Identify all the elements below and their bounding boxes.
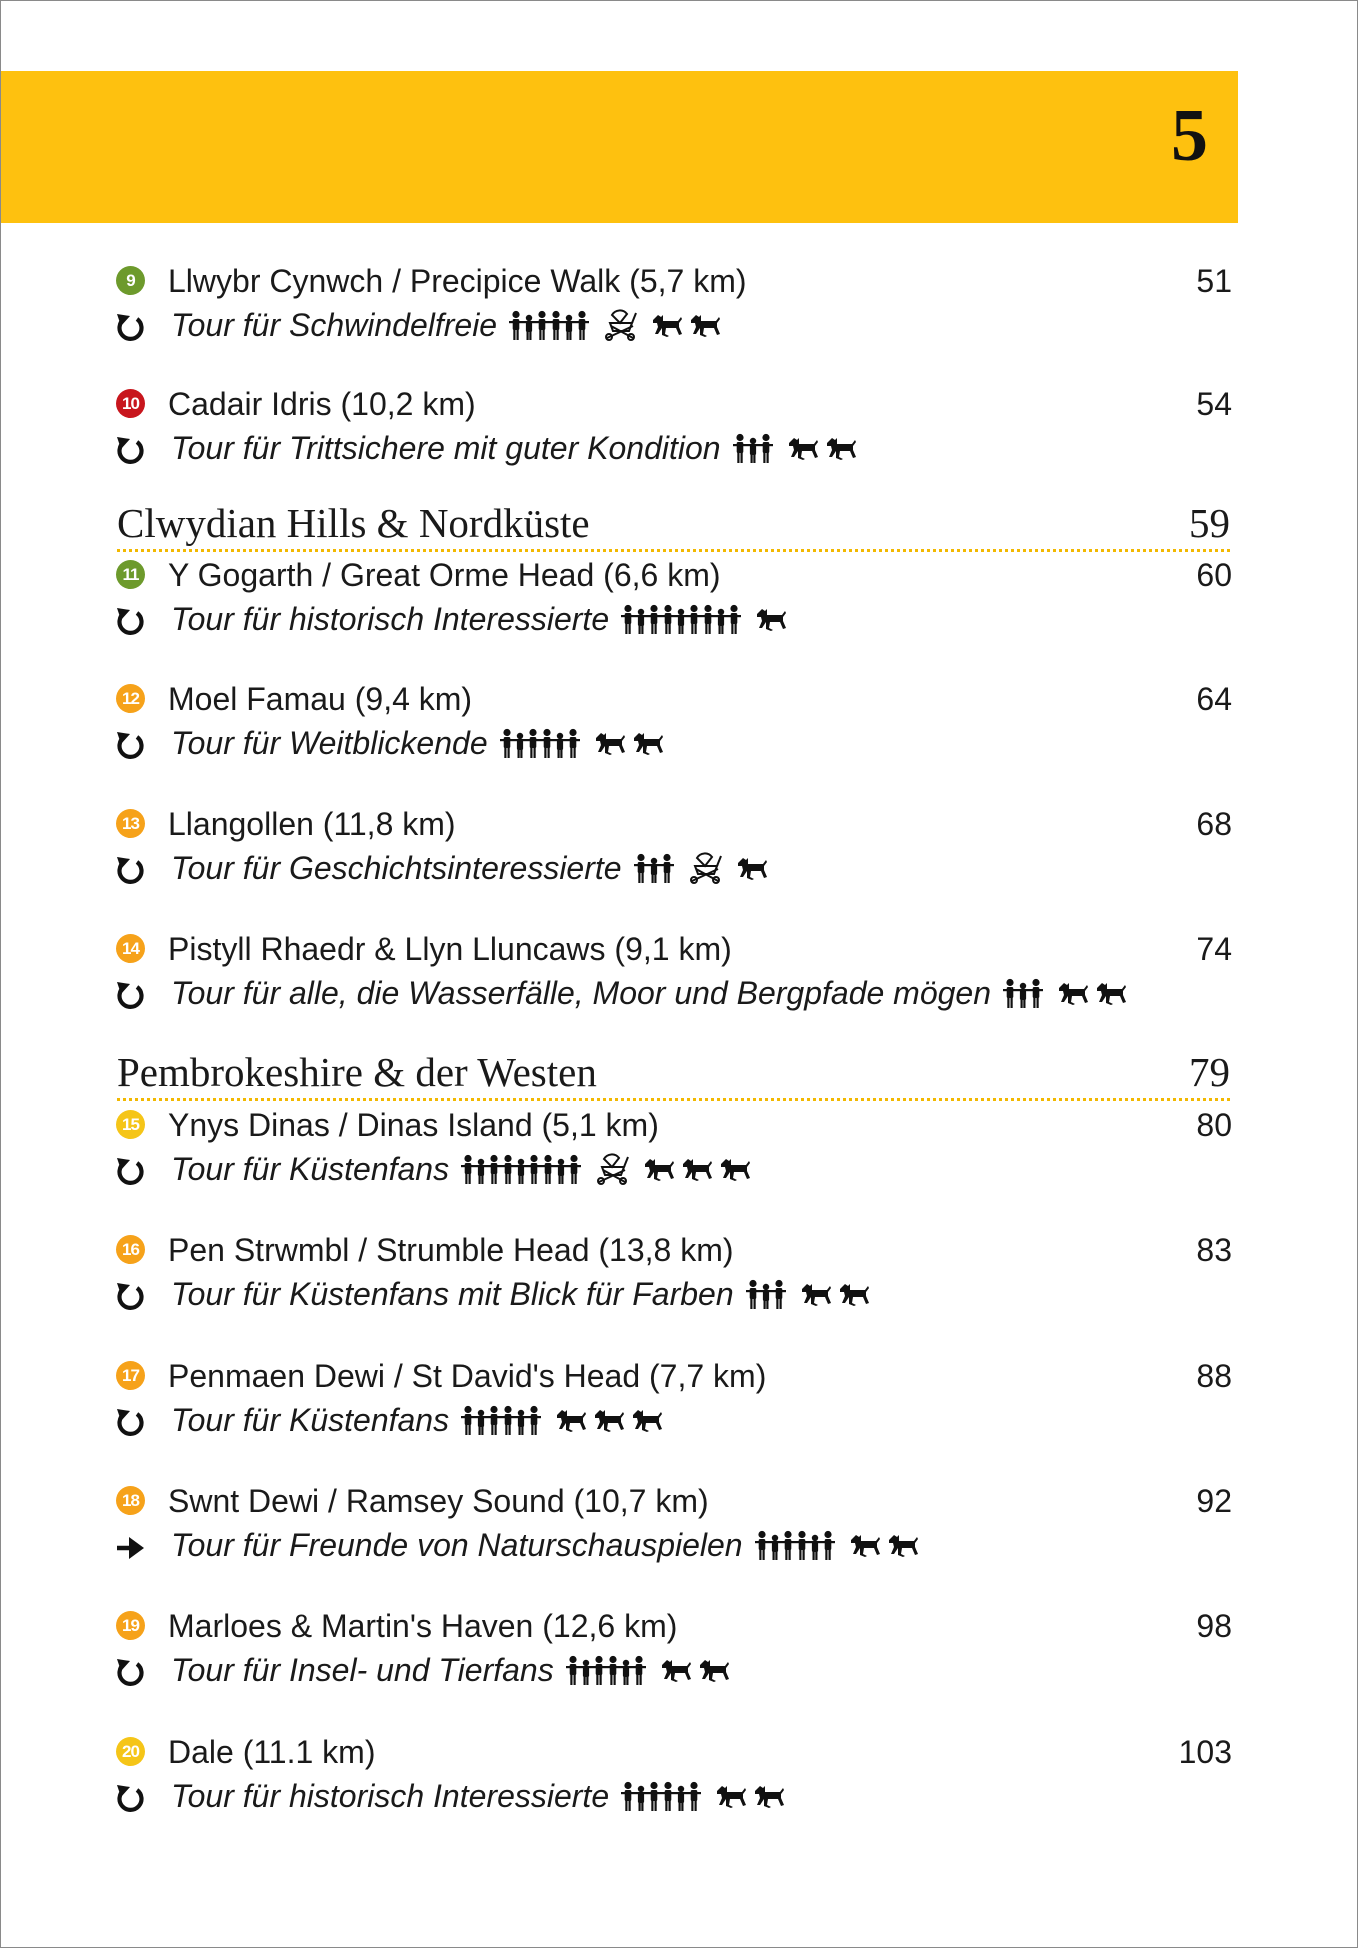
toc-entry[interactable] xyxy=(115,383,1232,473)
entry-title[interactable]: Pen Strwmbl / Strumble Head (13,8 km) xyxy=(168,1232,734,1268)
tour-number-badge: 9 xyxy=(116,266,145,295)
family-icon xyxy=(540,728,580,758)
toc-entry[interactable] xyxy=(115,554,1232,644)
family-icon xyxy=(795,1530,835,1560)
tour-row xyxy=(171,972,1127,1014)
tour-number-badge: 11 xyxy=(116,560,145,589)
dog-icon xyxy=(838,1281,870,1307)
difficulty-rating xyxy=(461,1154,581,1184)
entry-page-number: 68 xyxy=(1196,806,1232,842)
entry-tour-line xyxy=(115,1399,1232,1441)
entry-tour-line xyxy=(115,1649,1232,1691)
difficulty-rating xyxy=(733,433,773,463)
entry-heading-line xyxy=(115,383,1232,425)
family-icon xyxy=(461,1154,501,1184)
toc-entry[interactable] xyxy=(115,260,1232,350)
dog-rating xyxy=(800,1281,870,1307)
section-title: Clwydian Hills & Nordküste xyxy=(117,500,590,546)
tour-description: Tour für alle, die Wasserfälle, Moor und Bergpfade mögen xyxy=(171,975,992,1011)
entry-heading-line xyxy=(115,678,1232,720)
dog-icon xyxy=(689,312,721,338)
entry-page-number: 60 xyxy=(1196,557,1232,593)
entry-title[interactable]: Moel Famau (9,4 km) xyxy=(168,681,473,717)
loop-arrow-icon xyxy=(115,1155,147,1185)
loop-arrow-icon xyxy=(115,605,147,635)
dog-icon xyxy=(800,1281,832,1307)
entry-title[interactable]: Pistyll Rhaedr & Llyn Lluncaws (9,1 km) xyxy=(168,931,732,967)
entry-title[interactable]: Marloes & Martin's Haven (12,6 km) xyxy=(168,1608,678,1644)
tour-row xyxy=(171,1775,785,1817)
entry-page-number: 83 xyxy=(1196,1232,1232,1268)
tour-row xyxy=(171,427,857,469)
tour-description: Tour für historisch Interessierte xyxy=(171,1778,610,1814)
entry-tour-line xyxy=(115,598,1232,640)
straight-arrow-icon xyxy=(115,1531,147,1561)
entry-title[interactable]: Penmaen Dewi / St David's Head (7,7 km) xyxy=(168,1358,767,1394)
tour-description: Tour für Küstenfans xyxy=(171,1151,450,1187)
difficulty-rating xyxy=(1003,978,1043,1008)
entry-page-number: 92 xyxy=(1196,1483,1232,1519)
entry-tour-line xyxy=(115,1273,1232,1315)
dog-icon xyxy=(715,1783,747,1809)
dog-icon xyxy=(887,1532,919,1558)
difficulty-rating xyxy=(509,310,589,340)
family-icon xyxy=(549,310,589,340)
entry-heading-line xyxy=(115,260,1232,302)
difficulty-rating xyxy=(755,1530,835,1560)
toc-entry[interactable] xyxy=(115,1480,1232,1570)
dog-icon xyxy=(594,730,626,756)
tour-number-badge: 13 xyxy=(116,809,145,838)
dog-icon xyxy=(681,1156,713,1182)
dog-rating xyxy=(787,435,857,461)
pram-icon xyxy=(595,1153,629,1185)
tour-row xyxy=(171,1524,919,1566)
section-page-number: 79 xyxy=(1189,1049,1230,1095)
entry-title[interactable]: Dale (11.1 km) xyxy=(168,1734,376,1770)
family-icon xyxy=(733,433,773,463)
entry-tour-line xyxy=(115,1524,1232,1566)
tour-description: Tour für historisch Interessierte xyxy=(171,601,610,637)
entry-title[interactable]: Swnt Dewi / Ramsey Sound (10,7 km) xyxy=(168,1483,709,1519)
tour-row xyxy=(171,304,721,346)
tour-number-badge: 17 xyxy=(116,1361,145,1390)
family-icon xyxy=(501,1154,541,1184)
tour-row xyxy=(171,1399,663,1441)
tour-description: Tour für Küstenfans mit Blick für Farben xyxy=(171,1276,734,1312)
dog-rating xyxy=(715,1783,785,1809)
entry-heading-line xyxy=(115,1605,1232,1647)
entry-title[interactable]: Y Gogarth / Great Orme Head (6,6 km) xyxy=(168,557,721,593)
tour-row xyxy=(171,722,664,764)
entry-title[interactable]: Llangollen (11,8 km) xyxy=(168,806,456,842)
toc-entry[interactable] xyxy=(115,1229,1232,1319)
difficulty-rating xyxy=(566,1655,646,1685)
loop-arrow-icon xyxy=(115,979,147,1009)
dog-icon xyxy=(755,606,787,632)
entry-heading-line xyxy=(115,1731,1232,1773)
dog-icon xyxy=(651,312,683,338)
tour-description: Tour für Weitblickende xyxy=(171,725,488,761)
difficulty-rating xyxy=(746,1279,786,1309)
family-icon xyxy=(634,853,674,883)
entry-page-number: 98 xyxy=(1196,1608,1232,1644)
tour-number-badge: 20 xyxy=(116,1737,145,1766)
dog-icon xyxy=(631,1407,663,1433)
family-icon xyxy=(701,604,741,634)
entry-heading-line xyxy=(115,1104,1232,1146)
tour-number-badge: 18 xyxy=(116,1486,145,1515)
tour-row xyxy=(171,1649,730,1691)
tour-description: Tour für Küstenfans xyxy=(171,1402,450,1438)
dog-icon xyxy=(787,435,819,461)
dog-icon xyxy=(555,1407,587,1433)
dog-rating xyxy=(594,730,664,756)
difficulty-rating xyxy=(634,853,674,883)
section-heading[interactable] xyxy=(117,1046,1230,1101)
dog-rating xyxy=(736,855,768,881)
family-icon xyxy=(566,1655,606,1685)
family-icon xyxy=(1003,978,1043,1008)
family-icon xyxy=(661,1781,701,1811)
family-icon xyxy=(606,1655,646,1685)
page-number: 5 xyxy=(1171,95,1208,177)
family-icon xyxy=(500,728,540,758)
entry-tour-line xyxy=(115,972,1232,1014)
loop-arrow-icon xyxy=(115,1280,147,1310)
family-icon xyxy=(661,604,701,634)
entry-tour-line xyxy=(115,1148,1232,1190)
toc-entry[interactable] xyxy=(115,1355,1232,1445)
dog-icon xyxy=(660,1657,692,1683)
loop-arrow-icon xyxy=(115,1406,147,1436)
dog-rating xyxy=(651,312,721,338)
dog-icon xyxy=(632,730,664,756)
dog-icon xyxy=(593,1407,625,1433)
entry-page-number: 103 xyxy=(1178,1734,1232,1770)
section-heading[interactable] xyxy=(117,497,1230,552)
family-icon xyxy=(755,1530,795,1560)
tour-row xyxy=(171,598,787,640)
dog-rating xyxy=(555,1407,663,1433)
dog-icon xyxy=(1057,980,1089,1006)
family-icon xyxy=(621,1781,661,1811)
entry-title[interactable]: Cadair Idris (10,2 km) xyxy=(168,386,476,422)
dog-rating xyxy=(755,606,787,632)
dog-rating xyxy=(660,1657,730,1683)
family-icon xyxy=(509,310,549,340)
pram-icon xyxy=(688,852,722,884)
tour-row xyxy=(171,1273,870,1315)
family-icon xyxy=(501,1405,541,1435)
entry-heading-line xyxy=(115,928,1232,970)
difficulty-rating xyxy=(500,728,580,758)
entry-tour-line xyxy=(115,1775,1232,1817)
dog-icon xyxy=(1095,980,1127,1006)
tour-row xyxy=(171,847,768,889)
tour-number-badge: 16 xyxy=(116,1235,145,1264)
entry-page-number: 54 xyxy=(1196,386,1232,422)
toc-entry[interactable] xyxy=(115,1731,1232,1821)
dog-icon xyxy=(849,1532,881,1558)
tour-description: Tour für Insel- und Tierfans xyxy=(171,1652,554,1688)
difficulty-rating xyxy=(461,1405,541,1435)
entry-heading-line xyxy=(115,554,1232,596)
section-page-number: 59 xyxy=(1189,500,1230,546)
dog-icon xyxy=(698,1657,730,1683)
tour-number-badge: 14 xyxy=(116,934,145,963)
tour-number-badge: 12 xyxy=(116,684,145,713)
dog-rating xyxy=(1057,980,1127,1006)
entry-tour-line xyxy=(115,427,1232,469)
dog-rating xyxy=(643,1156,751,1182)
dog-icon xyxy=(643,1156,675,1182)
entry-page-number: 88 xyxy=(1196,1358,1232,1394)
tour-description: Tour für Geschichtsinteressierte xyxy=(171,850,622,886)
toc-entry[interactable] xyxy=(115,1104,1232,1194)
loop-arrow-icon xyxy=(115,311,147,341)
entry-page-number: 64 xyxy=(1196,681,1232,717)
entry-title[interactable]: Llwybr Cynwch / Precipice Walk (5,7 km) xyxy=(168,263,747,299)
family-icon xyxy=(746,1279,786,1309)
tour-number-badge: 19 xyxy=(116,1611,145,1640)
dog-icon xyxy=(736,855,768,881)
entry-heading-line xyxy=(115,1229,1232,1271)
family-icon xyxy=(621,604,661,634)
loop-arrow-icon xyxy=(115,1656,147,1686)
toc-entry[interactable] xyxy=(115,803,1232,893)
entry-heading-line xyxy=(115,1480,1232,1522)
difficulty-rating xyxy=(621,604,741,634)
entry-heading-line xyxy=(115,1355,1232,1397)
entry-page-number: 74 xyxy=(1196,931,1232,967)
entry-tour-line xyxy=(115,304,1232,346)
tour-number-badge: 15 xyxy=(116,1110,145,1139)
tour-description: Tour für Schwindelfreie xyxy=(171,307,498,343)
tour-number-badge: 10 xyxy=(116,389,145,418)
entry-title[interactable]: Ynys Dinas / Dinas Island (5,1 km) xyxy=(168,1107,659,1143)
entry-tour-line xyxy=(115,847,1232,889)
tour-description: Tour für Trittsichere mit guter Kondition xyxy=(171,430,721,466)
loop-arrow-icon xyxy=(115,434,147,464)
dog-icon xyxy=(753,1783,785,1809)
tour-row xyxy=(171,1148,751,1190)
loop-arrow-icon xyxy=(115,729,147,759)
tour-description: Tour für Freunde von Naturschauspielen xyxy=(171,1527,743,1563)
section-title: Pembrokeshire & der Westen xyxy=(117,1049,597,1095)
toc-entry[interactable] xyxy=(115,928,1232,1018)
toc-entry[interactable] xyxy=(115,1605,1232,1695)
entry-heading-line xyxy=(115,803,1232,845)
dog-rating xyxy=(849,1532,919,1558)
entry-page-number: 51 xyxy=(1196,263,1232,299)
family-icon xyxy=(541,1154,581,1184)
entry-tour-line xyxy=(115,722,1232,764)
dog-icon xyxy=(825,435,857,461)
toc-entry[interactable] xyxy=(115,678,1232,768)
loop-arrow-icon xyxy=(115,1782,147,1812)
loop-arrow-icon xyxy=(115,854,147,884)
entry-page-number: 80 xyxy=(1196,1107,1232,1143)
family-icon xyxy=(461,1405,501,1435)
dog-icon xyxy=(719,1156,751,1182)
pram-icon xyxy=(603,309,637,341)
difficulty-rating xyxy=(621,1781,701,1811)
